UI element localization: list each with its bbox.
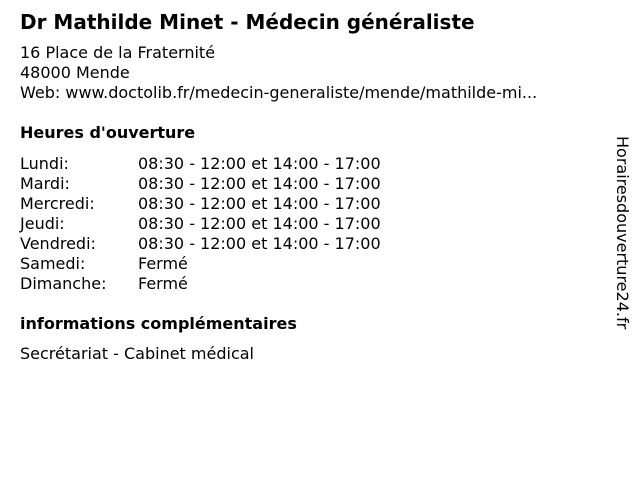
- info-heading: informations complémentaires: [20, 314, 297, 333]
- day-hours: Fermé: [138, 274, 188, 293]
- day-hours: Fermé: [138, 254, 188, 273]
- address-street: 16 Place de la Fraternité: [20, 43, 216, 62]
- day-label: Vendredi:: [20, 234, 96, 253]
- address-block: [20, 43, 537, 103]
- day-label: Jeudi:: [20, 214, 65, 233]
- info-text: Secrétariat - Cabinet médical: [20, 344, 254, 363]
- day-label: Mardi:: [20, 174, 70, 193]
- day-label: Dimanche:: [20, 274, 107, 293]
- day-label: Samedi:: [20, 254, 86, 273]
- day-hours: 08:30 - 12:00 et 14:00 - 17:00: [138, 154, 381, 173]
- hours-heading: Heures d'ouverture: [20, 123, 196, 142]
- day-hours: 08:30 - 12:00 et 14:00 - 17:00: [138, 194, 381, 213]
- day-label: Mercredi:: [20, 194, 95, 213]
- address-city: 48000 Mende: [20, 63, 130, 82]
- day-hours: 08:30 - 12:00 et 14:00 - 17:00: [138, 174, 381, 193]
- page-title: Dr Mathilde Minet - Médecin généraliste: [20, 10, 475, 34]
- day-hours: 08:30 - 12:00 et 14:00 - 17:00: [138, 214, 381, 233]
- day-hours: 08:30 - 12:00 et 14:00 - 17:00: [138, 234, 381, 253]
- site-watermark: Horairesdouverture24.fr: [613, 136, 632, 330]
- day-label: Lundi:: [20, 154, 69, 173]
- website-link[interactable]: Web: www.doctolib.fr/medecin-generaliste/mende/mathilde-mi...: [20, 83, 538, 102]
